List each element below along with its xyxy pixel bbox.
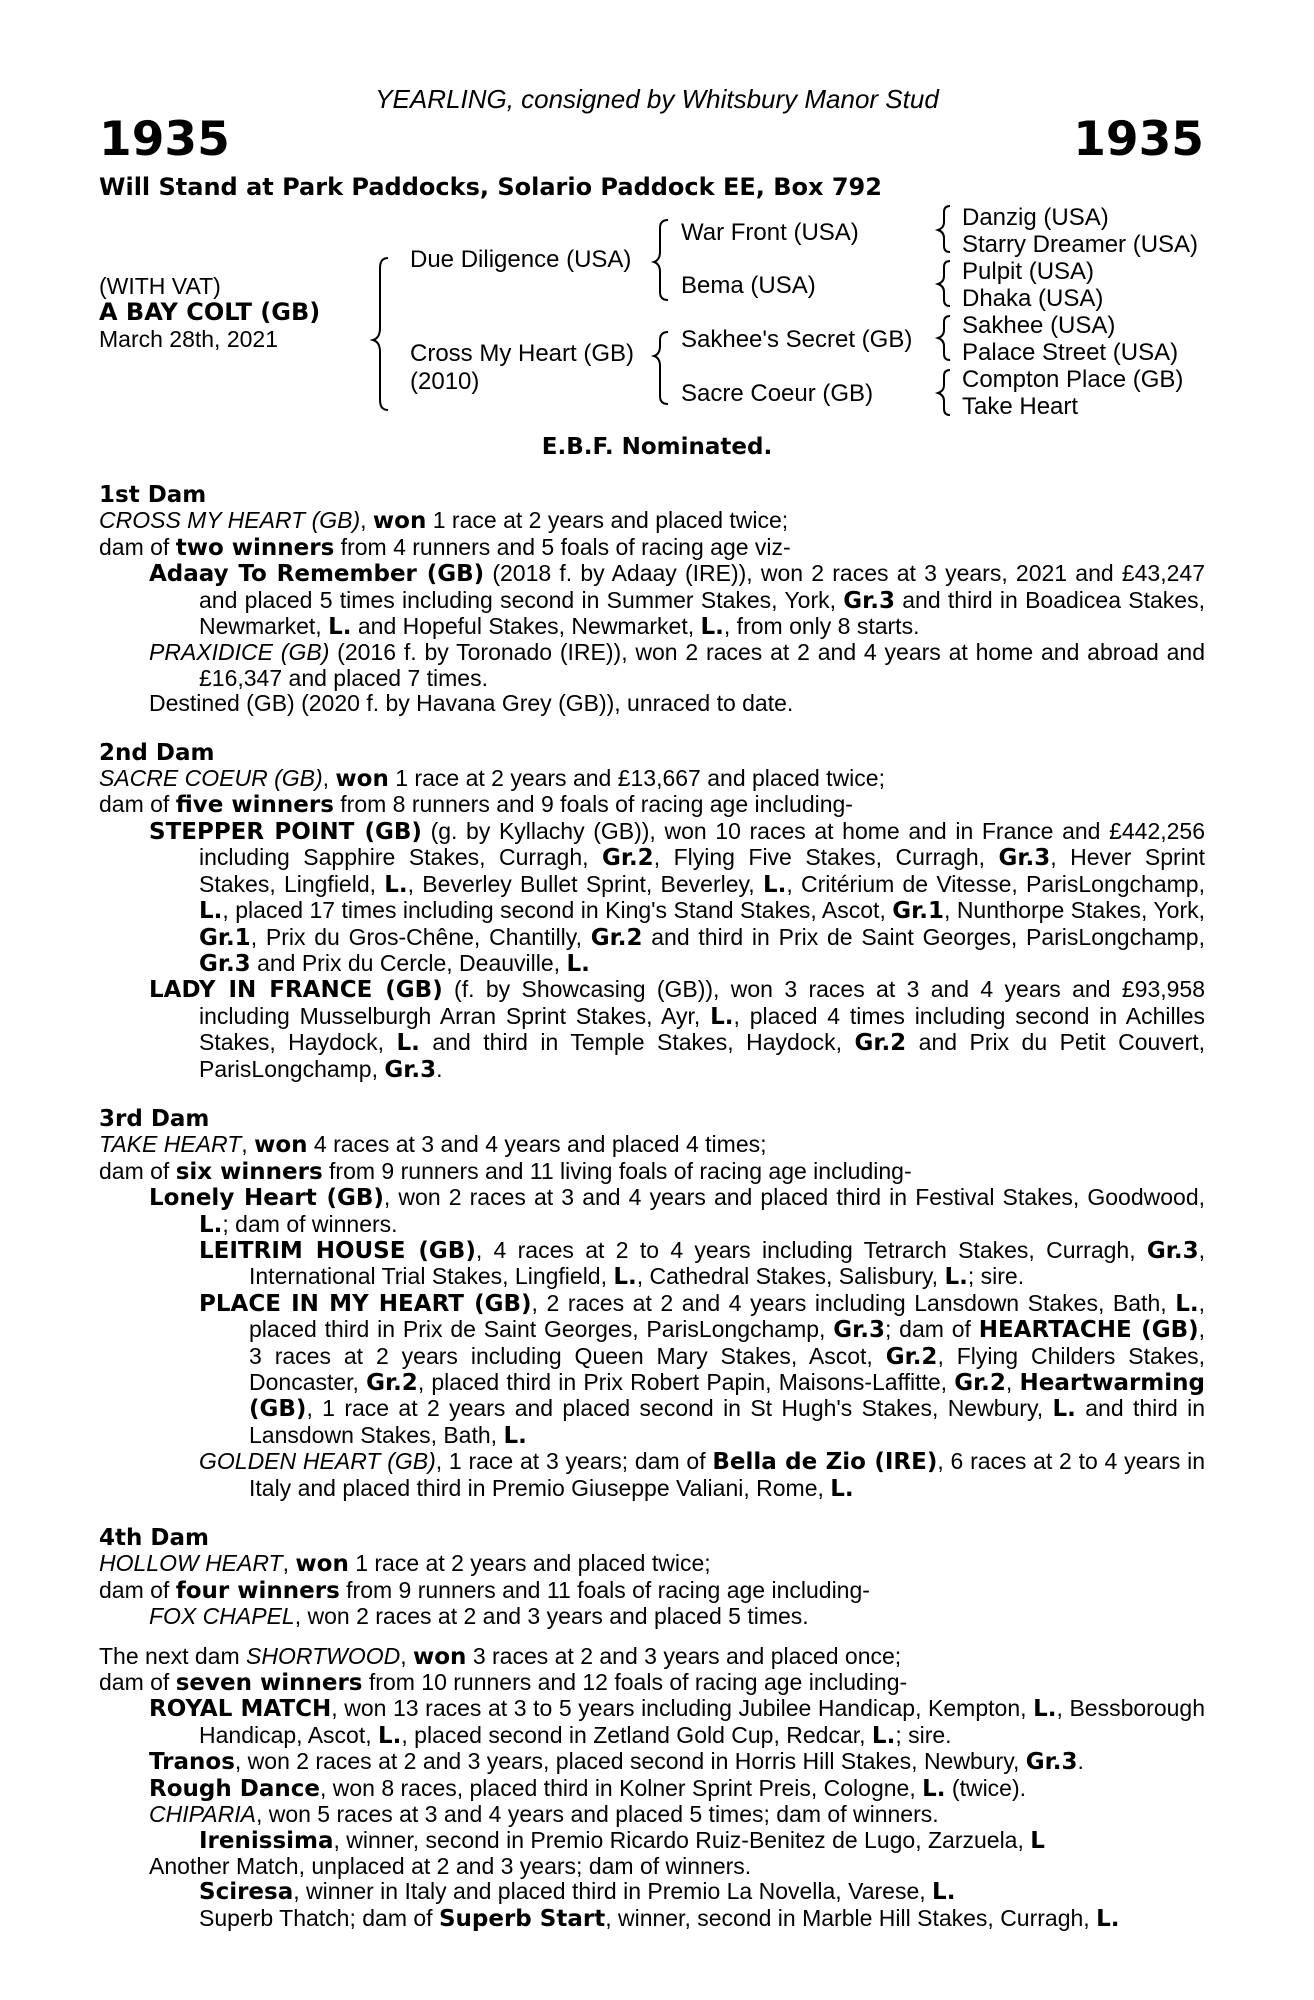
entry-text: , placed third in Prix de Saint Georges, ParisLongchamp, xyxy=(249,1289,1205,1343)
grandproduce-entry xyxy=(99,1879,1205,1905)
race-grade: L. xyxy=(378,1722,402,1749)
bold-horse-name: five winners xyxy=(175,792,334,819)
race-grade: L. xyxy=(762,871,787,898)
entry-text: and third in Lansdown Stakes, Bath, xyxy=(249,1395,1205,1448)
entry-text: , xyxy=(1005,1369,1020,1395)
brace-dd xyxy=(938,370,950,415)
lot-number-right: 1935 xyxy=(1073,112,1204,167)
entry-text: from 9 runners and 11 living foals of racing age including- xyxy=(322,1157,912,1184)
first-dam-heading: 1st Dam xyxy=(99,482,207,508)
produce-name: LADY IN FRANCE (GB) xyxy=(149,977,443,1004)
grandproduce-entry xyxy=(99,1238,1205,1291)
pedigree-ss-sire: Danzig (USA) xyxy=(962,204,1109,231)
entry-text: , won 5 races at 3 and 4 years and placed 5 times; dam of winners. xyxy=(255,1801,939,1828)
bold-horse-name: seven winners xyxy=(175,1670,363,1697)
produce-name: Irenissima xyxy=(199,1827,334,1854)
second-dam-record: SACRE COEUR (GB), won 1 race at 2 years and £13,667 and placed twice; xyxy=(99,765,885,793)
entry-text: , 3 races at 2 years including Queen Mary Stakes, Ascot, xyxy=(249,1316,1205,1369)
entry-text: , winner, second in Marble Hill Stakes, Curragh, xyxy=(605,1904,1097,1931)
entry-text: , 4 races at 2 to 4 years including Tetrarch Stakes, Curragh, xyxy=(475,1236,1147,1263)
entry-text: and Prix du Cercle, Deauville, xyxy=(250,949,567,976)
produce-name: CHIPARIA xyxy=(149,1801,256,1828)
entry-text: ; dam of xyxy=(884,1316,979,1343)
race-grade: Gr.2 xyxy=(590,924,643,951)
consignor-line: YEARLING, consigned by Whitsbury Manor Stud xyxy=(375,84,939,114)
bold-horse-name: won xyxy=(254,1132,308,1159)
horse-name: A BAY COLT (GB) xyxy=(99,298,321,326)
bold-horse-name: four winners xyxy=(175,1577,340,1604)
bold-horse-name: Heartwarming (GB) xyxy=(249,1370,1205,1423)
entry-text: and Hopeful Stakes, Newmarket, xyxy=(351,613,701,640)
brace-dam xyxy=(654,332,668,404)
pedigree-dam: Cross My Heart (GB) xyxy=(410,340,635,367)
third-dam-record: TAKE HEART, won 4 races at 3 and 4 years and placed 4 times; xyxy=(99,1131,767,1159)
entry-text: , won 13 races at 3 to 5 years including Jubilee Handicap, Kempton, xyxy=(331,1695,1034,1722)
race-grade: L. xyxy=(1052,1396,1076,1423)
entry-text: dam of xyxy=(99,1157,176,1184)
produce-name: Sciresa xyxy=(199,1879,294,1906)
race-grade: L. xyxy=(932,1879,956,1906)
entry-text: (twice). xyxy=(945,1774,1027,1801)
second-dam-name: SACRE COEUR (GB) xyxy=(99,765,323,792)
won-label: won xyxy=(372,508,427,535)
entry-text: ; dam of winners. xyxy=(222,1210,398,1237)
entry-text: , International Trial Stakes, Lingfield, xyxy=(249,1236,1205,1290)
produce-entry xyxy=(99,561,1205,640)
produce-name: ROYAL MATCH xyxy=(149,1696,332,1723)
pedigree-dd-dam: Take Heart xyxy=(962,393,1079,420)
race-grade: L. xyxy=(830,1475,854,1502)
entry-text: and third in Prix de Saint Georges, ParisLongchamp, xyxy=(642,923,1205,950)
entry-text: , 1 race at 3 years; dam of xyxy=(435,1448,713,1475)
pedigree-sire-sire: War Front (USA) xyxy=(681,219,859,246)
race-grade: Gr.2 xyxy=(854,1030,907,1057)
pedigree-ds-dam: Palace Street (USA) xyxy=(962,339,1179,366)
vat-note: (WITH VAT) xyxy=(99,273,221,299)
entry-text: . xyxy=(436,1055,443,1082)
entry-text: , won 2 races at 3 and 4 years and placed third in Festival Stakes, Goodwood, xyxy=(383,1184,1206,1211)
race-grade: L. xyxy=(871,1722,896,1749)
next-dam-name: SHORTWOOD xyxy=(246,1642,401,1669)
race-grade: Gr.3 xyxy=(199,950,251,977)
dam-records xyxy=(99,483,1205,1932)
entry-text: 3 races at 2 and 3 years and placed once; xyxy=(466,1642,902,1669)
produce-name: FOX CHAPEL xyxy=(149,1603,295,1630)
produce-name: Lonely Heart (GB) xyxy=(149,1185,384,1212)
race-grade: L. xyxy=(199,1211,223,1238)
entry-text: The next dam xyxy=(99,1642,247,1669)
third-dam-heading: 3rd Dam xyxy=(99,1105,210,1132)
entry-text: , placed 4 times including second in Achilles Stakes, Haydock, xyxy=(199,1002,1205,1056)
entry-text: , Cathedral Stakes, Salisbury, xyxy=(636,1263,945,1290)
bold-horse-name: won xyxy=(335,766,389,793)
race-grade: Gr.3 xyxy=(1146,1237,1199,1264)
entry-text: , Nunthorpe Stakes, York, xyxy=(943,897,1205,924)
brace-sire xyxy=(654,220,668,300)
stand-location: Will Stand at Park Paddocks, Solario Paddock EE, Box 792 xyxy=(99,173,882,201)
runners-text: from 4 runners and 5 foals of racing age viz- xyxy=(334,533,791,560)
entry-text: (2018 f. by Adaay (IRE)), won 2 races at 3 years, 2021 and £43,247 and placed 5 times including second in Summer Stakes, York, xyxy=(199,560,1205,613)
pedigree-dam-year: (2010) xyxy=(410,368,480,395)
entry-text: , Flying Childers Stakes, Doncaster, xyxy=(249,1342,1206,1395)
bold-horse-name: won xyxy=(413,1643,467,1670)
entry-text: , Beverley Bullet Sprint, Beverley, xyxy=(407,870,763,897)
grandproduce-entry xyxy=(99,1906,1205,1932)
grandproduce-entry xyxy=(99,1291,1205,1449)
entry-text: , placed third in Prix Robert Papin, Maisons-Laffitte, xyxy=(417,1369,955,1395)
produce-entry xyxy=(99,1449,1205,1502)
produce-name: Superb Start xyxy=(438,1905,606,1932)
produce-entry xyxy=(99,1696,1205,1749)
entry-text: from 10 runners and 12 foals of racing age including- xyxy=(362,1669,908,1696)
pedigree-dam-dam: Sacre Coeur (GB) xyxy=(681,380,874,407)
third-dam-produce-summary xyxy=(99,1159,1205,1185)
race-grade: Gr.3 xyxy=(843,587,895,614)
brace-main xyxy=(373,258,388,410)
race-grade: L. xyxy=(328,614,352,641)
third-dam-name: TAKE HEART xyxy=(99,1131,242,1158)
entry-text: and third in Boadicea Stakes, Newmarket, xyxy=(199,586,1205,640)
second-dam-produce-summary xyxy=(99,792,1205,818)
race-grade: L. xyxy=(1175,1290,1199,1317)
pedigree-dam-sire: Sakhee's Secret (GB) xyxy=(681,326,913,353)
entry-text: , 1 race at 2 years and placed second in St Hugh's Stakes, Newbury, xyxy=(306,1395,1053,1422)
produce-name: LEITRIM HOUSE (GB) xyxy=(199,1237,476,1264)
pedigree-sire-dam: Bema (USA) xyxy=(681,272,816,299)
produce-name: PRAXIDICE (GB) xyxy=(149,639,330,666)
entry-text: , placed 17 times including second in King's Stand Stakes, Ascot, xyxy=(222,897,893,924)
produce-entry: Destined (GB) (2020 f. by Havana Grey (GB)), unraced to date. xyxy=(149,690,794,717)
produce-entry: Another Match, unplaced at 2 and 3 years; dam of winners. xyxy=(149,1852,752,1879)
first-dam-name: CROSS MY HEART (GB) xyxy=(99,507,361,534)
lot-number-left: 1935 xyxy=(99,112,230,167)
race-grade: L xyxy=(1030,1827,1045,1854)
next-dam-record: The next dam SHORTWOOD, won 3 races at 2 and 3 years and placed once; xyxy=(99,1642,902,1670)
entry-text: (2016 f. by Toronado (IRE)), won 2 races at 2 and 4 years at home and abroad and £16,347 and placed 7 times. xyxy=(199,639,1205,691)
entry-text: , 2 races at 2 and 4 years including Lansdown Stakes, Bath, xyxy=(531,1289,1176,1316)
produce-entry xyxy=(99,1185,1205,1238)
race-grade: L. xyxy=(1096,1905,1120,1932)
pedigree-dd-sire: Compton Place (GB) xyxy=(962,366,1184,393)
entry-text: ; sire. xyxy=(895,1721,952,1748)
race-grade: Gr.1 xyxy=(892,898,944,925)
race-grade: Gr.2 xyxy=(366,1370,418,1396)
entry-text: , winner in Italy and placed third in Premio La Novella, Varese, xyxy=(293,1878,933,1905)
fourth-dam-heading: 4th Dam xyxy=(99,1525,209,1552)
race-grade: Gr.3 xyxy=(384,1056,437,1083)
race-grade: Gr.3 xyxy=(833,1317,885,1344)
winners-count: two winners xyxy=(175,534,335,561)
next-dam-produce-summary xyxy=(99,1670,1205,1696)
first-dam-record: CROSS MY HEART (GB), won 1 race at 2 years and placed twice; xyxy=(99,507,789,535)
ebf-nomination: E.B.F. Nominated. xyxy=(541,434,773,460)
entry-text: from 8 runners and 9 foals of racing age including- xyxy=(333,791,853,818)
produce-entry xyxy=(99,1604,1205,1629)
entry-text: (g. by Kyllachy (GB)), won 10 races at home and in France and £442,256 including Sapphire Stakes, Curragh, xyxy=(199,817,1206,871)
fourth-dam-name: HOLLOW HEART xyxy=(99,1550,283,1577)
entry-text: , won 8 races, placed third in Kolner Sprint Preis, Cologne, xyxy=(319,1774,923,1801)
produce-entry xyxy=(99,640,1205,691)
entry-text: , Hever Sprint Stakes, Lingfield, xyxy=(199,844,1206,897)
produce-entry xyxy=(99,819,1205,977)
first-dam-produce-summary xyxy=(99,535,1205,561)
entry-text: , placed second in Zetland Gold Cup, Redcar, xyxy=(401,1721,872,1748)
race-grade: L. xyxy=(710,1003,734,1030)
brace-ds xyxy=(938,316,950,360)
entry-text: . xyxy=(1077,1748,1084,1775)
race-grade: L. xyxy=(384,871,408,898)
entry-text: and Prix du Petit Couvert, ParisLongchamp, xyxy=(199,1029,1206,1082)
race-grade: L. xyxy=(566,950,590,977)
entry-text: , won 2 races at 2 and 3 years, placed second in Horris Hill Stakes, Newbury, xyxy=(234,1748,1026,1775)
race-grade: L. xyxy=(944,1264,968,1291)
entry-text: , Prix du Gros-Chêne, Chantilly, xyxy=(250,923,591,950)
produce-entry xyxy=(99,1749,1205,1775)
grandproduce-entry xyxy=(99,1828,1205,1854)
produce-name: Adaay To Remember (GB) xyxy=(149,561,485,588)
pedigree-ss-dam: Starry Dreamer (USA) xyxy=(962,231,1199,258)
entry-text: from 9 runners and 11 foals of racing age including- xyxy=(339,1576,870,1603)
race-grade: L. xyxy=(396,1030,420,1057)
entry-text: , 6 races at 2 to 4 years in Italy and placed third in Premio Giuseppe Valiani, Rome, xyxy=(249,1448,1206,1501)
entry-text: and third in Temple Stakes, Haydock, xyxy=(419,1029,855,1056)
pedigree-sd-dam: Dhaka (USA) xyxy=(962,285,1104,312)
entry-text: Superb Thatch; dam of xyxy=(199,1904,439,1931)
race-grade: L. xyxy=(1033,1696,1057,1723)
produce-entry xyxy=(99,1776,1205,1802)
entry-text: , Bessborough Handicap, Ascot, xyxy=(199,1695,1205,1748)
produce-entry xyxy=(99,1802,1205,1827)
foaling-date: March 28th, 2021 xyxy=(99,326,279,352)
entry-text: 1 race at 2 years and £13,667 and placed twice; xyxy=(388,765,885,792)
bold-horse-name: won xyxy=(295,1551,349,1578)
produce-name: GOLDEN HEART (GB) xyxy=(199,1448,436,1475)
record-text: 1 race at 2 years and placed twice; xyxy=(426,507,789,534)
entry-text: , Flying Five Stakes, Curragh, xyxy=(653,844,999,871)
pedigree-sire: Due Diligence (USA) xyxy=(410,246,632,273)
produce-entry xyxy=(99,977,1205,1083)
fourth-dam-record: HOLLOW HEART, won 1 race at 2 years and placed twice; xyxy=(99,1550,711,1578)
race-grade: L. xyxy=(922,1775,946,1802)
race-grade: Gr.2 xyxy=(602,845,654,872)
entry-text: dam of xyxy=(99,1576,176,1603)
entry-text: dam of xyxy=(99,1669,176,1696)
pedigree-sd-sire: Pulpit (USA) xyxy=(962,258,1095,285)
entry-text: dam of xyxy=(99,791,176,818)
race-grade: Gr.2 xyxy=(954,1370,1006,1396)
entry-text: (f. by Showcasing (GB)), won 3 races at 3 and 4 years and £93,958 including Musselburgh Arran Sprint Stakes, Ayr, xyxy=(199,976,1205,1029)
bold-horse-name: six winners xyxy=(175,1158,323,1185)
entry-text: , won 2 races at 2 and 3 years and placed 5 times. xyxy=(294,1603,809,1630)
second-dam-heading: 2nd Dam xyxy=(99,739,215,766)
race-grade: L. xyxy=(700,614,724,641)
bold-horse-name: HEARTACHE (GB) xyxy=(978,1317,1199,1344)
entry-text: , from only 8 starts. xyxy=(723,613,920,640)
race-grade: L. xyxy=(503,1422,527,1449)
race-grade: Gr.3 xyxy=(1025,1749,1078,1776)
race-grade: Gr.1 xyxy=(199,924,251,951)
bold-horse-name: Bella de Zio (IRE) xyxy=(712,1449,938,1476)
brace-ss xyxy=(938,206,950,252)
entry-text: ; sire. xyxy=(967,1263,1025,1290)
entry-text: , winner, second in Premio Ricardo Ruiz-Benitez de Lugo, Zarzuela, xyxy=(333,1826,1031,1853)
entry-text: , Critérium de Vitesse, ParisLongchamp, xyxy=(786,870,1205,897)
produce-name: Tranos xyxy=(149,1749,235,1776)
fourth-dam-produce-summary xyxy=(99,1578,1205,1604)
produce-name: STEPPER POINT (GB) xyxy=(149,818,422,845)
entry-text: 1 race at 2 years and placed twice; xyxy=(348,1550,711,1577)
produce-name: Rough Dance xyxy=(149,1775,320,1802)
dam-of-text: dam of xyxy=(99,533,176,560)
race-grade: L. xyxy=(199,898,223,925)
entry-text: 4 races at 3 and 4 years and placed 4 times; xyxy=(307,1131,767,1158)
race-grade: Gr.2 xyxy=(885,1343,938,1370)
produce-name: PLACE IN MY HEART (GB) xyxy=(199,1290,532,1317)
brace-sd xyxy=(938,261,950,306)
race-grade: Gr.3 xyxy=(998,845,1051,872)
race-grade: L. xyxy=(613,1264,637,1291)
pedigree-ds-sire: Sakhee (USA) xyxy=(962,312,1116,339)
